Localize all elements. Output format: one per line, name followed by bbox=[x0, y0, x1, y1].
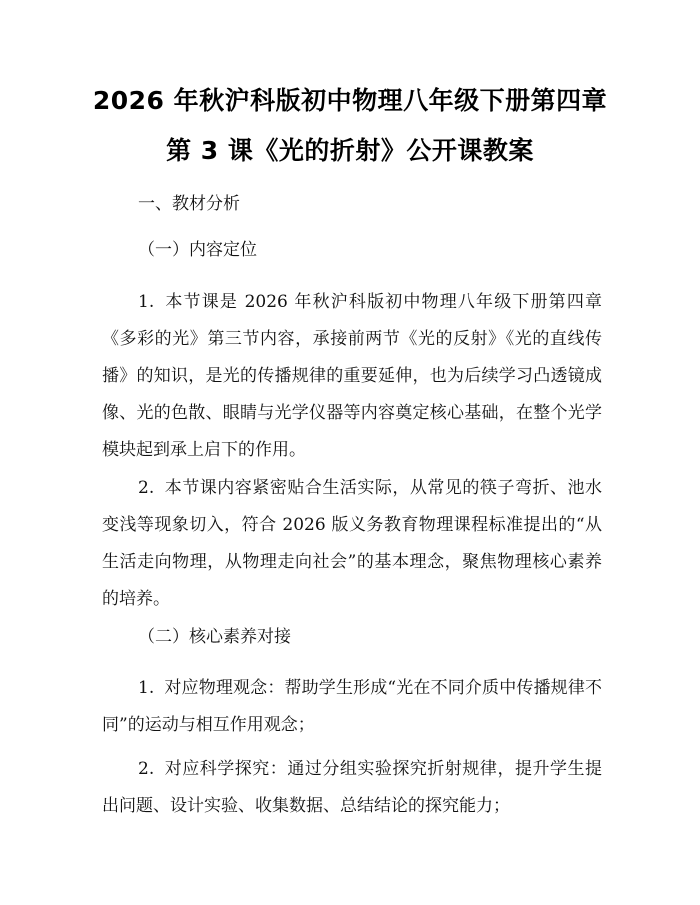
paragraph-1 bbox=[102, 284, 602, 469]
subsection-heading-content-positioning: （一）内容定位 bbox=[138, 240, 257, 260]
paragraph-4 bbox=[102, 751, 602, 825]
paragraph-1-text: 本节课是 2026 年秋沪科版初中物理八年级下册第四章《多彩的光》第三节内容，承接前两节《光的反射》《光的直线传播》的知识，是光的传播规律的重要延伸，也为后续学习凸透镜成像、光的色散、眼睛与光学仪器等内容奠定核心基础，在整个光学模块起到承上启下的作用。 bbox=[102, 292, 602, 460]
document-title-line-2: 第 3 课《光的折射》公开课教案 bbox=[166, 136, 534, 165]
document-title-line-1: 2026 年秋沪科版初中物理八年级下册第四章 bbox=[92, 86, 608, 115]
paragraph-2-number: 2. bbox=[138, 478, 155, 498]
paragraph-2 bbox=[102, 470, 602, 618]
subsection-heading-core-literacy: （二）核心素养对接 bbox=[138, 627, 291, 647]
paragraph-3-number: 1. bbox=[138, 678, 155, 698]
paragraph-3-text: 对应物理观念：帮助学生形成“光在不同介质中传播规律不同”的运动与相互作用观念； bbox=[102, 678, 602, 735]
paragraph-1-number: 1. bbox=[138, 292, 155, 312]
paragraph-4-text: 对应科学探究：通过分组实验探究折射规律，提升学生提出问题、设计实验、收集数据、总结结论的探究能力； bbox=[102, 759, 602, 816]
section-heading-teaching-material-analysis: 一、教材分析 bbox=[138, 194, 240, 214]
paragraph-3 bbox=[102, 670, 602, 744]
paragraph-2-text: 本节课内容紧密贴合生活实际，从常见的筷子弯折、池水变浅等现象切入，符合 2026 版义务教育物理课程标准提出的“从生活走向物理，从物理走向社会”的基本理念，聚焦物理核心素养的培养。 bbox=[102, 478, 602, 609]
paragraph-4-number: 2. bbox=[138, 759, 155, 779]
